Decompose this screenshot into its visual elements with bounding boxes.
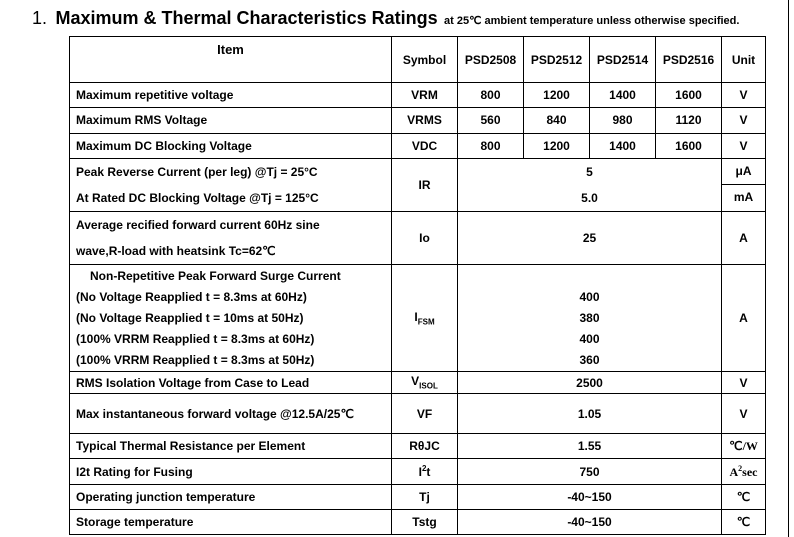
- row-value: 1400: [590, 133, 656, 158]
- header-row: [70, 37, 766, 83]
- row-unit: ℃: [722, 484, 766, 509]
- desc-line: At Rated DC Blocking Voltage @Tj = 125°C: [76, 190, 319, 205]
- table-row: [70, 108, 766, 133]
- table-row: [70, 484, 766, 509]
- row-symbol: VRMS: [392, 108, 458, 133]
- page-right-rule: [788, 0, 789, 537]
- row-symbol: RθJC: [392, 434, 458, 459]
- desc-line: Average recified forward current 60Hz sine: [76, 218, 320, 233]
- row-value: 980: [590, 108, 656, 133]
- row-value: 25: [458, 212, 722, 265]
- row-value: 1600: [656, 83, 722, 108]
- row-unit: $A^2\sec$: [722, 459, 766, 484]
- row-value: 1120: [656, 108, 722, 133]
- row-symbol: $I_{FSM}$: [392, 265, 458, 372]
- desc-line: (100% VRRM Reapplied t = 8.3ms at 50Hz): [76, 352, 315, 367]
- table-row: [70, 509, 766, 534]
- row-unit: V: [722, 133, 766, 158]
- row-unit: V: [722, 394, 766, 434]
- row-unit: ℃/W: [722, 434, 766, 459]
- desc-line: Non-Repetitive Peak Forward Surge Current: [90, 268, 341, 283]
- table-row: [70, 265, 766, 372]
- section-number: 1.: [32, 8, 48, 28]
- table-row: [70, 434, 766, 459]
- row-description: RMS Isolation Voltage from Case to Lead: [70, 371, 392, 393]
- row-value: 1.55: [458, 434, 722, 459]
- row-value: 5 5.0: [458, 158, 722, 211]
- table-row: [70, 212, 766, 265]
- row-description: Operating junction temperature: [70, 484, 392, 509]
- row-unit: ℃: [722, 509, 766, 534]
- desc-line: (100% VRRM Reapplied t = 8.3ms at 60Hz): [76, 331, 315, 346]
- row-symbol: Tj: [392, 484, 458, 509]
- row-unit: V: [722, 371, 766, 393]
- header-unit: Unit: [722, 37, 766, 83]
- row-description: [70, 265, 392, 372]
- row-value: 800: [458, 133, 524, 158]
- row-symbol: $V_{ISOL}$: [392, 371, 458, 393]
- row-value: 1200: [524, 83, 590, 108]
- row-description: Max instantaneous forward voltage @12.5A/25℃: [70, 394, 392, 434]
- row-value: 750: [458, 459, 722, 484]
- table-row: [70, 459, 766, 484]
- table-row: [70, 83, 766, 108]
- row-value: 840: [524, 108, 590, 133]
- section-title: Maximum & Thermal Characteristics Ratings: [55, 8, 438, 28]
- row-symbol: VRM: [392, 83, 458, 108]
- row-description: Maximum RMS Voltage: [70, 108, 392, 133]
- row-description: [70, 212, 392, 265]
- desc-line: Peak Reverse Current (per leg) @Tj = 25°C: [76, 164, 318, 179]
- header-part: PSD2512: [524, 37, 590, 83]
- section-heading: [32, 8, 739, 29]
- header-part: PSD2508: [458, 37, 524, 83]
- table-row: [70, 133, 766, 158]
- header-part: PSD2516: [656, 37, 722, 83]
- row-value: 800: [458, 83, 524, 108]
- row-description: Storage temperature: [70, 509, 392, 534]
- desc-line: (No Voltage Reapplied t = 8.3ms at 60Hz): [76, 289, 307, 304]
- row-unit: A: [722, 265, 766, 372]
- row-unit: μA mA: [722, 158, 766, 211]
- row-value: 560: [458, 108, 524, 133]
- row-unit: V: [722, 83, 766, 108]
- header-symbol: Symbol: [392, 37, 458, 83]
- table-row: [70, 158, 766, 211]
- table-row: [70, 371, 766, 393]
- desc-line: wave,R-load with heatsink Tc=62℃: [76, 244, 276, 259]
- row-symbol: Tstg: [392, 509, 458, 534]
- table-row: [70, 394, 766, 434]
- row-unit: V: [722, 108, 766, 133]
- row-value: -40~150: [458, 509, 722, 534]
- row-description: Maximum DC Blocking Voltage: [70, 133, 392, 158]
- row-value: -40~150: [458, 484, 722, 509]
- row-symbol: Io: [392, 212, 458, 265]
- row-description: Typical Thermal Resistance per Element: [70, 434, 392, 459]
- row-value: 1600: [656, 133, 722, 158]
- row-unit: A: [722, 212, 766, 265]
- row-symbol: $I^2t$: [392, 459, 458, 484]
- row-description: [70, 158, 392, 211]
- row-description: I2t Rating for Fusing: [70, 459, 392, 484]
- section-subtitle: at 25℃ ambient temperature unless otherwise specified.: [444, 15, 740, 27]
- row-symbol: IR: [392, 158, 458, 211]
- row-description: Maximum repetitive voltage: [70, 83, 392, 108]
- header-part: PSD2514: [590, 37, 656, 83]
- row-symbol: VF: [392, 394, 458, 434]
- row-value: 1200: [524, 133, 590, 158]
- desc-line: (No Voltage Reapplied t = 10ms at 50Hz): [76, 310, 304, 325]
- ratings-table: [69, 36, 766, 535]
- header-item: Item: [70, 37, 392, 83]
- row-value: 400 380 400 360: [458, 265, 722, 372]
- row-value: 1.05: [458, 394, 722, 434]
- row-symbol: VDC: [392, 133, 458, 158]
- row-value: 2500: [458, 371, 722, 393]
- row-value: 1400: [590, 83, 656, 108]
